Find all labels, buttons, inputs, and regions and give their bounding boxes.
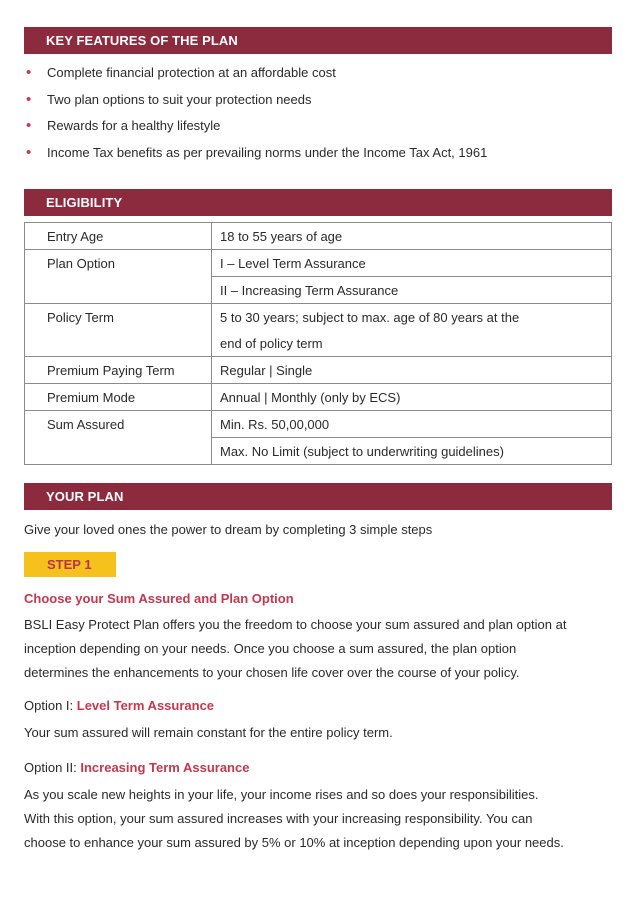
option1-description: Your sum assured will remain constant for the entire policy term. [24, 725, 393, 740]
table-row [25, 250, 612, 304]
key-features-list [24, 64, 612, 170]
value-line: 5 to 30 years; subject to max. age of 80 years at the [220, 310, 520, 325]
value-line: end of policy term [220, 336, 323, 351]
table-row [25, 411, 612, 465]
table-row [25, 223, 612, 250]
body-line: inception depending on your needs. Once you choose a sum assured, the plan option [24, 641, 517, 656]
value-line: 18 to 55 years of age [220, 229, 343, 244]
bullet-icon: • [26, 64, 32, 81]
key-features-header: KEY FEATURES OF THE PLAN [24, 27, 612, 54]
option-prefix: Option II: [24, 760, 81, 775]
list-item [24, 117, 612, 144]
body-line: choose to enhance your sum assured by 5% or 10% at inception depending upon your needs. [24, 835, 564, 850]
body-line: determines the enhancements to your chosen life cover over the course of your policy. [24, 665, 520, 680]
row-label: Entry Age [25, 223, 212, 250]
bullet-icon: • [26, 90, 32, 108]
row-value [212, 304, 612, 357]
bullet-icon: • [26, 117, 32, 134]
your-plan-header: YOUR PLAN [24, 483, 612, 510]
table-row [25, 304, 612, 357]
eligibility-table [24, 222, 612, 465]
table-row [25, 384, 612, 411]
option1-heading [24, 694, 614, 718]
row-label: Policy Term [25, 304, 212, 357]
feature-text: Complete financial protection at an affordable cost [47, 65, 336, 80]
value-line: Regular | Single [220, 363, 313, 378]
list-item [24, 91, 612, 118]
feature-text: Income Tax benefits as per prevailing norms under the Income Tax Act, 1961 [47, 144, 488, 160]
row-label: Plan Option [25, 250, 212, 304]
row-label: Sum Assured [25, 411, 212, 465]
body-line: With this option, your sum assured increases with your increasing responsibility. You can [24, 811, 533, 826]
table-row [25, 357, 612, 384]
row-value [212, 250, 612, 304]
your-plan-intro: Give your loved ones the power to dream by completing 3 simple steps [24, 522, 433, 537]
row-value [212, 384, 612, 411]
body-line: BSLI Easy Protect Plan offers you the freedom to choose your sum assured and plan option at [24, 617, 567, 632]
list-item [24, 64, 612, 91]
value-line: II – Increasing Term Assurance [212, 276, 611, 303]
value-line: Annual | Monthly (only by ECS) [220, 390, 401, 405]
value-line: I – Level Term Assurance [220, 256, 366, 271]
list-item [24, 144, 612, 171]
step-badge: STEP 1 [24, 552, 116, 577]
body-line: As you scale new heights in your life, your income rises and so does your responsibilities. [24, 787, 539, 802]
option2-description [24, 783, 614, 855]
row-value [212, 411, 612, 465]
step-heading: Choose your Sum Assured and Plan Option [24, 591, 294, 606]
option2-heading [24, 756, 614, 780]
option-name: Level Term Assurance [76, 698, 215, 713]
value-line: Min. Rs. 50,00,000 [220, 417, 330, 432]
row-label: Premium Mode [25, 384, 212, 411]
row-label: Premium Paying Term [25, 357, 212, 384]
feature-text: Two plan options to suit your protection needs [47, 91, 312, 107]
step-body [24, 613, 614, 685]
row-value [212, 223, 612, 250]
value-line: Max. No Limit (subject to underwriting guidelines) [212, 437, 611, 464]
bullet-icon: • [26, 143, 32, 161]
feature-text: Rewards for a healthy lifestyle [47, 118, 221, 133]
option-prefix: Option I: [24, 698, 77, 713]
option-name: Increasing Term Assurance [80, 760, 250, 775]
eligibility-header: ELIGIBILITY [24, 189, 612, 216]
row-value [212, 357, 612, 384]
